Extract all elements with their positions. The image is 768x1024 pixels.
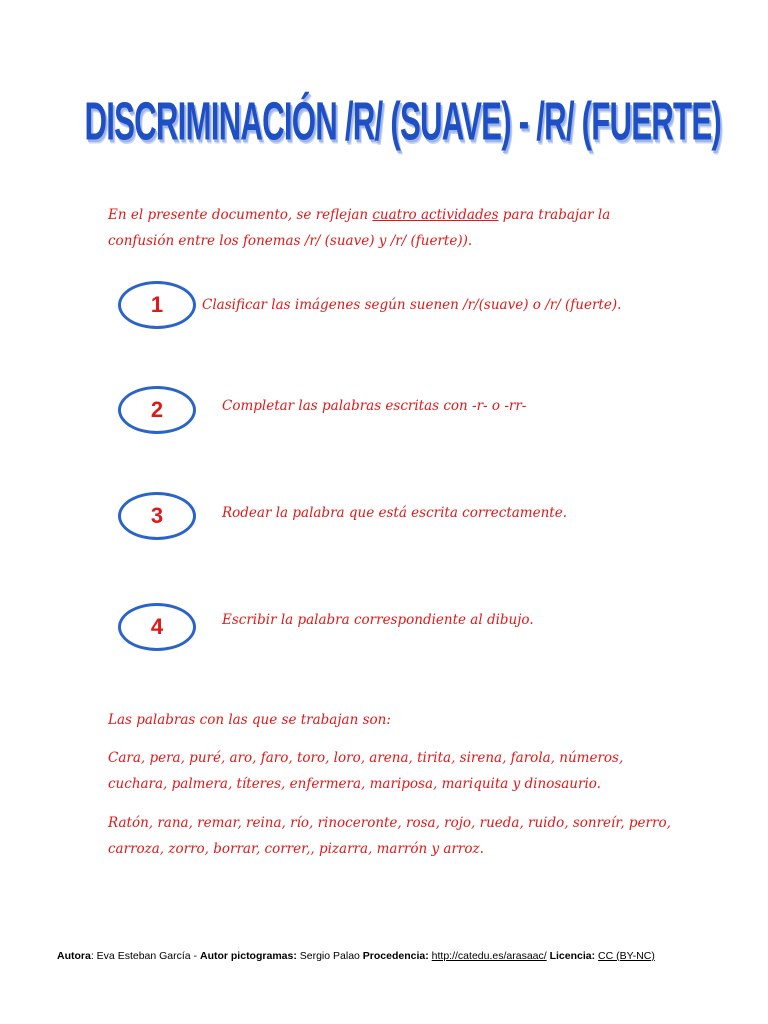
footer-license-label: Licencia:: [549, 950, 596, 962]
intro-text-after: para trabajar la confusión entre los fonemas /r/ (suave) y /r/ (fuerte)).: [108, 207, 611, 249]
words-soft-r: Cara, pera, puré, aro, faro, toro, loro, arena, tirita, sirena, farola, números, cuchara, palmera, títeres, enfermera, mariposa, mariquita y dinosaurio.: [108, 750, 624, 792]
footer-picto: Sergio Palao: [296, 950, 363, 962]
words-heading: Las palabras con las que se trabajan son:: [108, 712, 391, 728]
activity-number-1: 1: [118, 281, 196, 329]
activity-number-2: 2: [118, 386, 196, 434]
intro-text-before: En el presente documento, se reflejan: [108, 207, 373, 223]
footer-author-label: Autora: [57, 950, 91, 962]
footer-license-link[interactable]: CC (BY-NC): [598, 950, 655, 962]
activity-number-3: 3: [118, 492, 196, 540]
footer-picto-label: Autor pictogramas:: [199, 950, 297, 962]
footer-author: : Eva Esteban García -: [90, 950, 200, 962]
words-strong-r: Ratón, rana, remar, reina, río, rinoceronte, rosa, rojo, rueda, ruido, sonreír, perro, carroza, zorro, borrar, correr,, pizarra, marrón y arroz.: [108, 815, 671, 857]
activity-text-1: Clasificar las imágenes según suenen /r/(suave) o /r/ (fuerte).: [202, 297, 622, 313]
intro-underlined: cuatro actividades: [372, 207, 499, 223]
intro-paragraph: [108, 202, 668, 254]
activity-text-3: Rodear la palabra que está escrita correctamente.: [222, 505, 567, 521]
activity-text-4: Escribir la palabra correspondiente al dibujo.: [222, 612, 534, 628]
footer-credits: [57, 950, 757, 962]
footer-source-link[interactable]: http://catedu.es/arasaac/: [431, 950, 547, 962]
activity-text-2: Completar las palabras escritas con -r- o -rr-: [222, 398, 527, 414]
document-title: DISCRIMINACIÓN /R/ (SUAVE) - /R/ (FUERTE): [84, 92, 721, 152]
activity-number-4: 4: [118, 603, 196, 651]
footer-source-label: Procedencia:: [362, 950, 429, 962]
